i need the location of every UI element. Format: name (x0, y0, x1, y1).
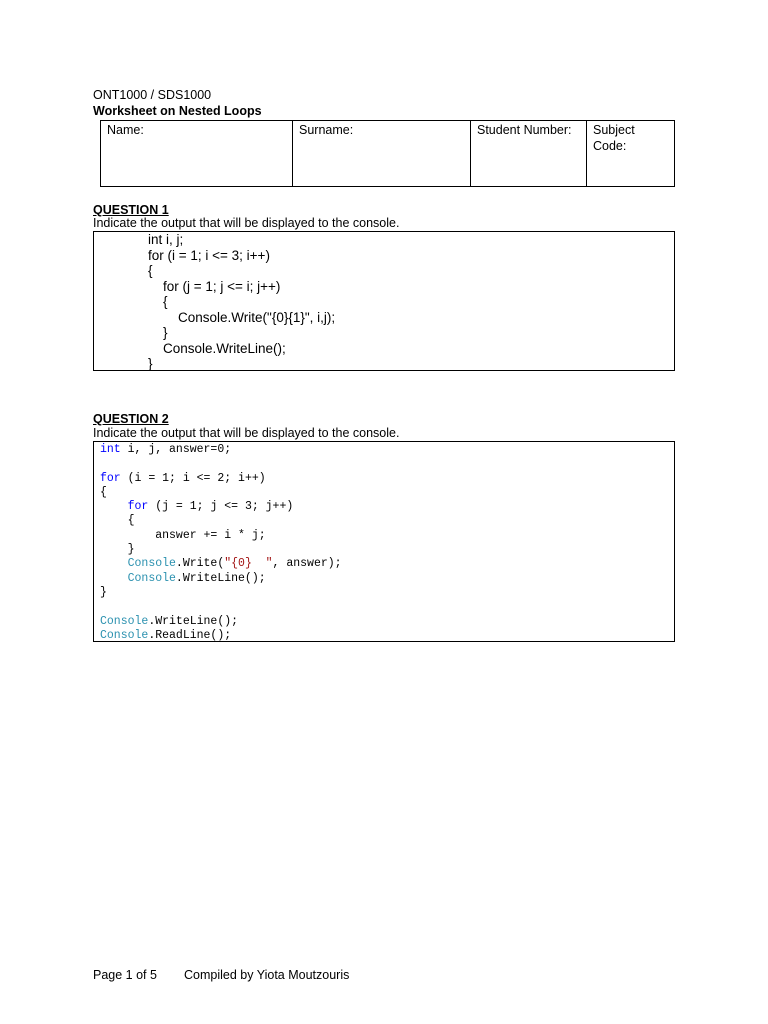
code-text: (j = 1; j <= 3; j++) (148, 500, 294, 514)
page-number: Page 1 of 5 (93, 968, 157, 982)
code-text: { (100, 485, 107, 499)
code-text: , answer); (272, 557, 342, 571)
code-text: answer += i * j; (100, 528, 266, 542)
code-keyword: for (127, 500, 149, 514)
code-line: { (148, 263, 153, 278)
question2-instruction: Indicate the output that will be displayed to the console. (93, 426, 400, 440)
code-type-name: Console (127, 571, 176, 585)
code-keyword: int (100, 443, 121, 456)
question2-code-box (93, 441, 675, 642)
code-text: .ReadLine(); (148, 628, 232, 642)
question1-code-box (93, 231, 675, 371)
student-number-label: Student Number: (477, 123, 572, 137)
course-code: ONT1000 / SDS1000 (93, 88, 212, 102)
code-text: .WriteLine(); (148, 614, 239, 628)
code-indent (100, 572, 128, 585)
code-line: for (i = 1; i <= 3; i++) (148, 247, 270, 263)
code-text: .WriteLine(); (175, 571, 266, 585)
code-line: } (148, 356, 153, 371)
code-line: int i, j; (148, 232, 184, 247)
name-cell (101, 121, 293, 187)
code-text: .Write( (175, 557, 225, 571)
name-label: Name: (107, 123, 144, 137)
subject-code-label-line2: Code: (593, 139, 627, 153)
code-text: (i = 1; i <= 2; i++) (120, 471, 266, 485)
code-line: { (148, 294, 168, 309)
code-type-name: Console (100, 614, 149, 628)
student-number-cell (471, 121, 587, 187)
subject-code-label-line1: Subject (593, 123, 635, 137)
surname-label: Surname: (299, 123, 354, 137)
code-type-name: Console (100, 628, 149, 642)
surname-cell (293, 121, 471, 187)
code-line: } (148, 325, 168, 340)
code-line: for (j = 1; j <= i; j++) (148, 278, 281, 294)
subject-code-cell (587, 121, 675, 187)
code-line: Console.Write("{0}{1}", i,j); (148, 309, 336, 325)
question2-heading: QUESTION 2 (93, 412, 169, 426)
question1-instruction: Indicate the output that will be displayed to the console. (93, 216, 400, 230)
code-text: { (100, 514, 135, 528)
code-text: } (100, 585, 107, 599)
code-keyword: for (100, 471, 121, 485)
code-text: i, j, answer=0; (120, 443, 232, 456)
question1-code (148, 232, 335, 372)
student-info-table (100, 120, 675, 187)
question2-code (100, 443, 342, 643)
code-text: } (100, 543, 135, 557)
code-indent (100, 500, 128, 513)
compiled-by: Compiled by Yiota Moutzouris (184, 968, 350, 982)
code-indent (100, 557, 128, 570)
code-line: Console.WriteLine(); (148, 340, 286, 356)
worksheet-title: Worksheet on Nested Loops (93, 104, 262, 118)
code-type-name: Console (127, 557, 176, 571)
question1-heading: QUESTION 1 (93, 203, 169, 217)
code-string: "{0} " (224, 557, 273, 571)
